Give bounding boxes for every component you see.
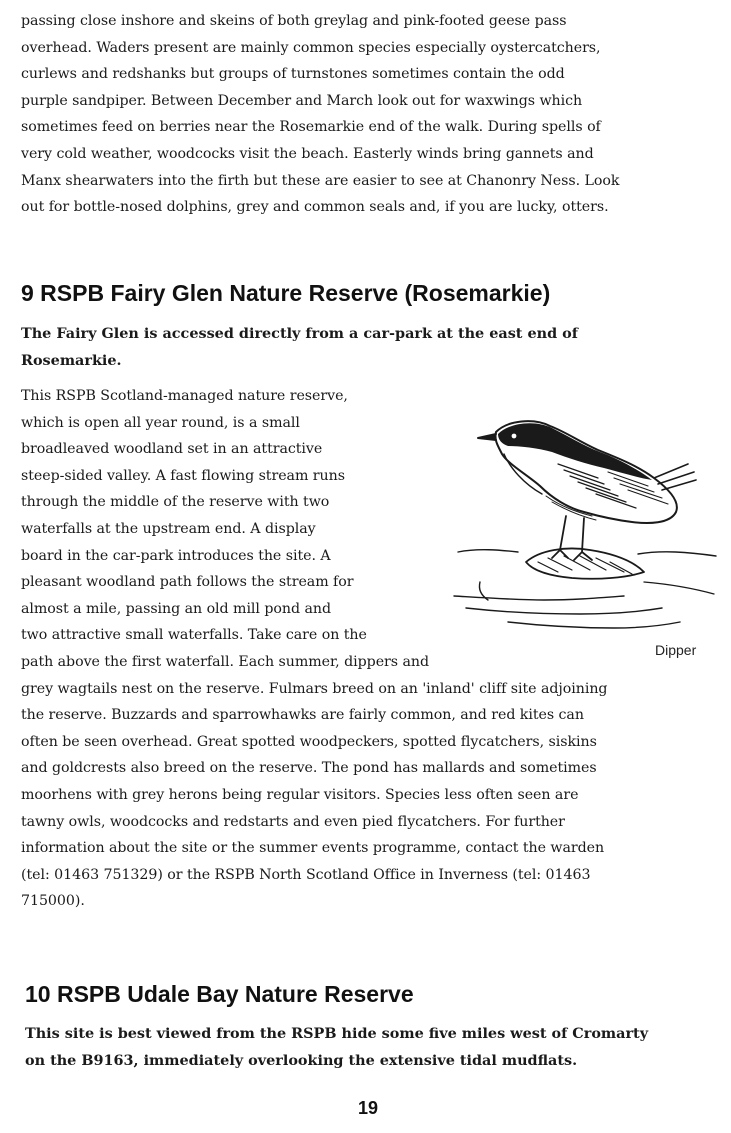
text-line: path above the first waterfall. Each summer, dippers and [21, 653, 429, 670]
text-line: moorhens with grey herons being regular visitors. Species less often seen are [21, 786, 579, 803]
text-line: which is open all year round, is a small [21, 414, 300, 431]
text-line: often be seen overhead. Great spotted woodpeckers, spotted flycatchers, siskins [21, 733, 597, 750]
dipper-bird-illustration [448, 412, 728, 644]
text-line: the reserve. Buzzards and sparrowhawks are fairly common, and red kites can [21, 707, 584, 724]
text-line: overhead. Waders present are mainly common species especially oystercatchers, [21, 39, 601, 56]
text-line: information about the site or the summer events programme, contact the warden [21, 840, 605, 857]
text-line: out for bottle-nosed dolphins, grey and common seals and, if you are lucky, otters. [21, 199, 609, 216]
text-line: steep-sided valley. A fast flowing stream runs [21, 467, 345, 484]
intro-paragraph [21, 8, 619, 221]
text-line: broadleaved woodland set in an attractive [21, 441, 323, 458]
text-line: through the middle of the reserve with two [21, 494, 330, 511]
section-9-access [21, 320, 578, 374]
text-line: on the B9163, immediately overlooking the extensive tidal mudflats. [25, 1052, 578, 1069]
text-line: board in the car-park introduces the site. A [21, 547, 331, 564]
text-line: grey wagtails nest on the reserve. Fulmars breed on an 'inland' cliff site adjoining [21, 680, 608, 697]
dipper-caption: Dipper [655, 642, 697, 658]
dipper-icon [448, 412, 728, 644]
text-line: waterfalls at the upstream end. A display [21, 520, 316, 537]
text-line: Manx shearwaters into the firth but these are easier to see at Chanonry Ness. Look [21, 172, 620, 189]
text-line: passing close inshore and skeins of both greylag and pink-footed geese pass [21, 13, 567, 29]
text-line: pleasant woodland path follows the stream for [21, 574, 354, 591]
text-line: and goldcrests also breed on the reserve. The pond has mallards and sometimes [21, 760, 597, 777]
text-line: Rosemarkie. [21, 352, 122, 369]
text-line: curlews and redshanks but groups of turnstones sometimes contain the odd [21, 66, 565, 83]
section-10-access [25, 1020, 648, 1074]
section-10-heading: 10 RSPB Udale Bay Nature Reserve [25, 981, 414, 1007]
text-line: almost a mile, passing an old mill pond and [21, 600, 331, 617]
text-line: two attractive small waterfalls. Take care on the [21, 627, 367, 644]
text-line: The Fairy Glen is accessed directly from a car-park at the east end of [21, 325, 578, 342]
text-line: This site is best viewed from the RSPB hide some five miles west of Cromarty [25, 1025, 649, 1042]
text-line: purple sandpiper. Between December and March look out for waxwings which [21, 92, 583, 109]
page-number: 19 [358, 1098, 379, 1118]
text-line: (tel: 01463 751329) or the RSPB North Scotland Office in Inverness (tel: 01463 [21, 866, 591, 883]
text-line: tawny owls, woodcocks and redstarts and even pied flycatchers. For further [21, 813, 565, 830]
text-line: 715000). [21, 893, 85, 910]
text-line: sometimes feed on berries near the Rosemarkie end of the walk. During spells of [21, 119, 601, 136]
text-line: very cold weather, woodcocks visit the beach. Easterly winds bring gannets and [21, 145, 594, 162]
section-9-heading: 9 RSPB Fairy Glen Nature Reserve (Rosemarkie) [21, 280, 551, 306]
text-line: This RSPB Scotland-managed nature reserve, [21, 388, 348, 404]
